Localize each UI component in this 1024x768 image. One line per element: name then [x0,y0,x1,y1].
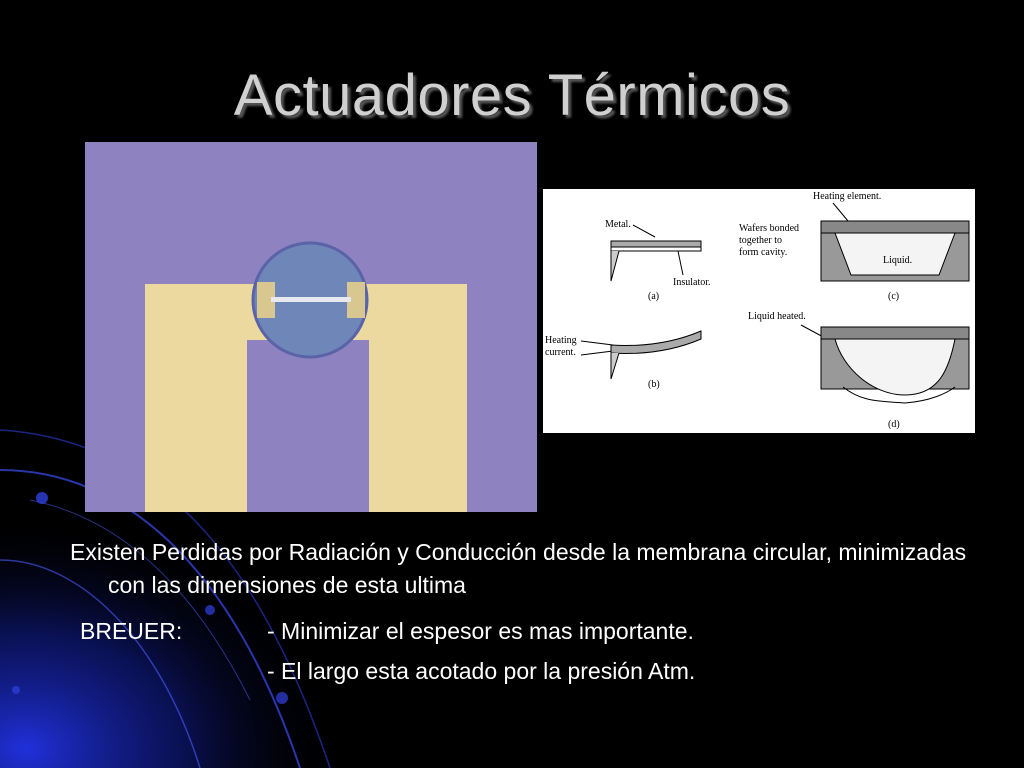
label-liquid-heated: Liquid heated. [748,311,806,322]
breuer-label: BREUER: [80,618,183,644]
micrograph-image [85,142,537,512]
label-metal: Metal. [605,219,631,230]
breuer-point-1: - Minimizar el espesor es mas importante. [267,618,694,644]
label-d: (d) [888,419,900,430]
label-c: (c) [888,291,900,302]
label-insulator: Insulator. [673,277,711,288]
label-b: (b) [648,379,660,390]
label-heating-2: current. [545,347,576,358]
label-wafers-1: Wafers bonded [739,223,800,234]
label-liquid: Liquid. [883,255,913,266]
breuer-point-2: - El largo esta acotado por la presión Atm. [267,658,696,684]
label-wafers-3: form cavity. [739,247,788,258]
slide-title: Actuadores Térmicos [233,63,791,128]
paragraph-text: Existen Perdidas por Radiación y Conducción desde la membrana circular, minimizadas con las dimensiones de esta ultima [70,539,967,598]
label-wafers-2: together to [739,235,783,246]
label-heating-1: Heating [545,335,577,346]
body-paragraph [70,536,970,602]
label-a: (a) [648,291,660,302]
actuator-diagram [543,189,975,433]
label-heating-element: Heating element. [813,191,882,202]
